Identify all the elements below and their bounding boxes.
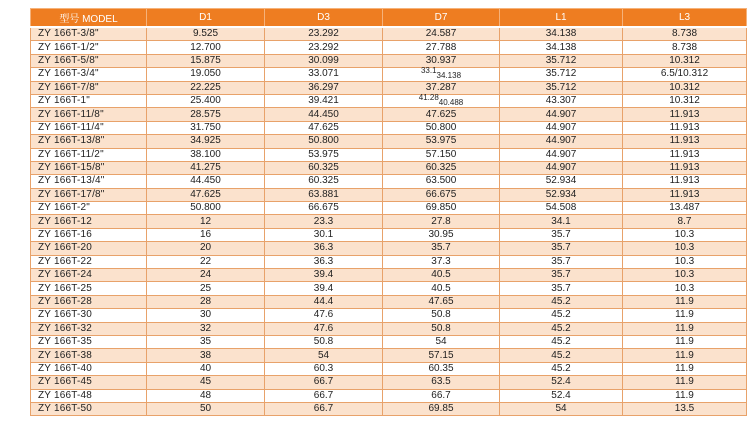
cell-model: ZY 166T-11/2" <box>31 148 147 161</box>
cell-d3: 23.292 <box>265 41 383 54</box>
cell-model: ZY 166T-1/2" <box>31 41 147 54</box>
cell-l1: 45.2 <box>500 322 623 335</box>
cell-d1: 28.575 <box>147 108 265 121</box>
header-d7: D7 <box>383 9 500 28</box>
cell-l3: 10.3 <box>623 282 747 295</box>
cell-l3: 11.9 <box>623 309 747 322</box>
cell-l1: 35.7 <box>500 228 623 241</box>
cell-d3: 33.071 <box>265 68 383 81</box>
cell-d3: 30.1 <box>265 228 383 241</box>
cell-d7: 37.287 <box>383 81 500 94</box>
cell-l3: 11.913 <box>623 175 747 188</box>
cell-l1: 52.934 <box>500 188 623 201</box>
cell-l3: 10.3 <box>623 269 747 282</box>
cell-model: ZY 166T-3/4" <box>31 68 147 81</box>
cell-d7: 57.15 <box>383 349 500 362</box>
table-row <box>31 121 747 134</box>
cell-d1: 9.525 <box>147 27 265 41</box>
cell-model: ZY 166T-20 <box>31 242 147 255</box>
cell-d1: 32 <box>147 322 265 335</box>
cell-d1: 24 <box>147 269 265 282</box>
cell-d1: 22.225 <box>147 81 265 94</box>
table-row <box>31 41 747 54</box>
cell-l3: 10.312 <box>623 54 747 67</box>
cell-d7: 50.800 <box>383 121 500 134</box>
cell-d7: 63.500 <box>383 175 500 188</box>
cell-d1: 30 <box>147 309 265 322</box>
cell-d3: 44.4 <box>265 295 383 308</box>
cell-l1: 34.138 <box>500 27 623 41</box>
cell-d1: 15.875 <box>147 54 265 67</box>
cell-d7 <box>383 68 500 81</box>
cell-d7: 54 <box>383 335 500 348</box>
cell-l3: 11.9 <box>623 349 747 362</box>
cell-l3: 11.9 <box>623 389 747 402</box>
cell-model: ZY 166T-22 <box>31 255 147 268</box>
table-row <box>31 362 747 375</box>
table-row <box>31 94 747 107</box>
cell-d7: 50.8 <box>383 322 500 335</box>
cell-d1: 12 <box>147 215 265 228</box>
cell-d7: 47.65 <box>383 295 500 308</box>
cell-d7: 69.85 <box>383 402 500 415</box>
cell-l3: 11.913 <box>623 121 747 134</box>
cell-d7: 30.95 <box>383 228 500 241</box>
cell-d1: 38 <box>147 349 265 362</box>
table-row <box>31 309 747 322</box>
cell-l1: 44.907 <box>500 108 623 121</box>
cell-d7: 60.325 <box>383 161 500 174</box>
cell-d1: 22 <box>147 255 265 268</box>
cell-d7: 30.937 <box>383 54 500 67</box>
cell-l1: 35.712 <box>500 68 623 81</box>
cell-d3: 66.675 <box>265 202 383 215</box>
cell-l1: 35.7 <box>500 242 623 255</box>
table-row <box>31 68 747 81</box>
table-row <box>31 242 747 255</box>
table-row <box>31 108 747 121</box>
cell-l3: 11.9 <box>623 335 747 348</box>
cell-model: ZY 166T-32 <box>31 322 147 335</box>
cell-model: ZY 166T-1" <box>31 94 147 107</box>
cell-l1: 52.934 <box>500 175 623 188</box>
cell-d7: 24.587 <box>383 27 500 41</box>
cell-d3: 36.3 <box>265 255 383 268</box>
cell-d3: 66.7 <box>265 389 383 402</box>
table-row <box>31 335 747 348</box>
cell-d3: 44.450 <box>265 108 383 121</box>
cell-l3: 13.487 <box>623 202 747 215</box>
table-row <box>31 402 747 415</box>
cell-l3: 11.913 <box>623 135 747 148</box>
cell-l3: 11.9 <box>623 295 747 308</box>
cell-d1: 50.800 <box>147 202 265 215</box>
cell-d7: 40.5 <box>383 269 500 282</box>
cell-model: ZY 166T-3/8" <box>31 27 147 41</box>
cell-d7-lower: 40.488 <box>438 98 464 108</box>
cell-model: ZY 166T-11/4" <box>31 121 147 134</box>
cell-d3: 23.292 <box>265 27 383 41</box>
cell-model: ZY 166T-45 <box>31 376 147 389</box>
cell-d3: 66.7 <box>265 402 383 415</box>
cell-d3: 47.625 <box>265 121 383 134</box>
table-row <box>31 376 747 389</box>
cell-d1: 41.275 <box>147 161 265 174</box>
cell-d3: 63.881 <box>265 188 383 201</box>
cell-d3: 30.099 <box>265 54 383 67</box>
cell-d7: 37.3 <box>383 255 500 268</box>
table-row <box>31 349 747 362</box>
cell-d1: 50 <box>147 402 265 415</box>
spec-table-container <box>30 8 746 416</box>
cell-d3: 39.4 <box>265 282 383 295</box>
cell-d3: 39.4 <box>265 269 383 282</box>
cell-l3: 11.913 <box>623 108 747 121</box>
cell-model: ZY 166T-13/8" <box>31 135 147 148</box>
cell-l1: 35.712 <box>500 54 623 67</box>
table-row <box>31 188 747 201</box>
cell-l3: 11.9 <box>623 376 747 389</box>
cell-d1: 34.925 <box>147 135 265 148</box>
cell-d7: 35.7 <box>383 242 500 255</box>
cell-l1: 54 <box>500 402 623 415</box>
cell-d1: 48 <box>147 389 265 402</box>
cell-d1: 12.700 <box>147 41 265 54</box>
cell-model: ZY 166T-24 <box>31 269 147 282</box>
cell-l3: 10.312 <box>623 81 747 94</box>
cell-d7: 69.850 <box>383 202 500 215</box>
cell-d1: 47.625 <box>147 188 265 201</box>
cell-d3: 66.7 <box>265 376 383 389</box>
cell-l1: 52.4 <box>500 376 623 389</box>
cell-d3: 50.800 <box>265 135 383 148</box>
cell-d3: 39.421 <box>265 94 383 107</box>
cell-d1: 38.100 <box>147 148 265 161</box>
cell-l3: 10.3 <box>623 255 747 268</box>
cell-d3: 50.8 <box>265 335 383 348</box>
table-row <box>31 175 747 188</box>
cell-l1: 35.7 <box>500 255 623 268</box>
header-l1: L1 <box>500 9 623 28</box>
cell-d1: 19.050 <box>147 68 265 81</box>
cell-l1: 45.2 <box>500 362 623 375</box>
cell-l3: 6.5/10.312 <box>623 68 747 81</box>
cell-l1: 43.307 <box>500 94 623 107</box>
cell-l3: 11.913 <box>623 188 747 201</box>
cell-model: ZY 166T-7/8" <box>31 81 147 94</box>
cell-model: ZY 166T-5/8" <box>31 54 147 67</box>
header-l3: L3 <box>623 9 747 28</box>
cell-model: ZY 166T-48 <box>31 389 147 402</box>
cell-d1: 16 <box>147 228 265 241</box>
cell-l3: 8.738 <box>623 41 747 54</box>
cell-model: ZY 166T-15/8" <box>31 161 147 174</box>
table-row <box>31 148 747 161</box>
cell-d3: 60.325 <box>265 175 383 188</box>
cell-d7: 66.7 <box>383 389 500 402</box>
cell-d7: 40.5 <box>383 282 500 295</box>
table-row <box>31 202 747 215</box>
cell-l3: 10.3 <box>623 228 747 241</box>
cell-d1: 40 <box>147 362 265 375</box>
table-row <box>31 322 747 335</box>
cell-d7: 50.8 <box>383 309 500 322</box>
cell-d3: 60.325 <box>265 161 383 174</box>
cell-l3: 8.7 <box>623 215 747 228</box>
cell-d1: 25 <box>147 282 265 295</box>
cell-l3: 10.312 <box>623 94 747 107</box>
cell-model: ZY 166T-38 <box>31 349 147 362</box>
cell-model: ZY 166T-25 <box>31 282 147 295</box>
table-row <box>31 255 747 268</box>
cell-d7-upper: 41.28 <box>418 93 439 103</box>
cell-d7: 63.5 <box>383 376 500 389</box>
cell-l1: 35.7 <box>500 282 623 295</box>
cell-d7 <box>383 94 500 107</box>
cell-l1: 34.1 <box>500 215 623 228</box>
cell-d1: 45 <box>147 376 265 389</box>
cell-d7: 60.35 <box>383 362 500 375</box>
cell-model: ZY 166T-17/8" <box>31 188 147 201</box>
cell-d3: 23.3 <box>265 215 383 228</box>
cell-model: ZY 166T-12 <box>31 215 147 228</box>
cell-d7: 27.8 <box>383 215 500 228</box>
spec-table <box>30 8 747 416</box>
table-row <box>31 228 747 241</box>
cell-l1: 45.2 <box>500 309 623 322</box>
cell-l1: 35.7 <box>500 269 623 282</box>
cell-d3: 47.6 <box>265 322 383 335</box>
cell-d3: 47.6 <box>265 309 383 322</box>
cell-l1: 44.907 <box>500 121 623 134</box>
table-row <box>31 54 747 67</box>
table-row <box>31 215 747 228</box>
cell-d1: 35 <box>147 335 265 348</box>
header-d3: D3 <box>265 9 383 28</box>
cell-l3: 13.5 <box>623 402 747 415</box>
cell-d7: 47.625 <box>383 108 500 121</box>
table-row <box>31 81 747 94</box>
cell-l1: 45.2 <box>500 335 623 348</box>
cell-d7: 27.788 <box>383 41 500 54</box>
cell-l3: 11.9 <box>623 362 747 375</box>
cell-l1: 54.508 <box>500 202 623 215</box>
cell-model: ZY 166T-11/8" <box>31 108 147 121</box>
cell-d1: 20 <box>147 242 265 255</box>
cell-d1: 31.750 <box>147 121 265 134</box>
cell-l3: 11.913 <box>623 148 747 161</box>
cell-l1: 44.907 <box>500 135 623 148</box>
cell-model: ZY 166T-16 <box>31 228 147 241</box>
cell-l3: 10.3 <box>623 242 747 255</box>
cell-l1: 52.4 <box>500 389 623 402</box>
cell-d7: 57.150 <box>383 148 500 161</box>
cell-model: ZY 166T-13/4" <box>31 175 147 188</box>
cell-l1: 45.2 <box>500 349 623 362</box>
cell-d3: 36.3 <box>265 242 383 255</box>
header-model: 型号 MODEL <box>31 9 147 28</box>
cell-l3: 11.913 <box>623 161 747 174</box>
cell-model: ZY 166T-28 <box>31 295 147 308</box>
cell-d1: 44.450 <box>147 175 265 188</box>
cell-model: ZY 166T-40 <box>31 362 147 375</box>
cell-d1: 25.400 <box>147 94 265 107</box>
table-row <box>31 389 747 402</box>
cell-l1: 45.2 <box>500 295 623 308</box>
table-body <box>31 27 747 416</box>
cell-d3: 60.3 <box>265 362 383 375</box>
cell-model: ZY 166T-30 <box>31 309 147 322</box>
table-row <box>31 282 747 295</box>
cell-d7: 53.975 <box>383 135 500 148</box>
table-row <box>31 161 747 174</box>
cell-l1: 34.138 <box>500 41 623 54</box>
cell-l3: 11.9 <box>623 322 747 335</box>
table-row <box>31 269 747 282</box>
cell-l3: 8.738 <box>623 27 747 41</box>
header-row <box>31 9 747 28</box>
cell-d7: 66.675 <box>383 188 500 201</box>
table-row <box>31 295 747 308</box>
cell-d3: 36.297 <box>265 81 383 94</box>
cell-d3: 54 <box>265 349 383 362</box>
cell-l1: 44.907 <box>500 161 623 174</box>
cell-d3: 53.975 <box>265 148 383 161</box>
cell-model: ZY 166T-35 <box>31 335 147 348</box>
cell-d7-lower: 34.138 <box>436 71 462 81</box>
cell-model: ZY 166T-50 <box>31 402 147 415</box>
cell-d1: 28 <box>147 295 265 308</box>
cell-d7-upper: 33.1 <box>420 66 437 76</box>
table-row <box>31 135 747 148</box>
cell-model: ZY 166T-2" <box>31 202 147 215</box>
cell-l1: 35.712 <box>500 81 623 94</box>
cell-l1: 44.907 <box>500 148 623 161</box>
table-row <box>31 27 747 41</box>
header-d1: D1 <box>147 9 265 28</box>
